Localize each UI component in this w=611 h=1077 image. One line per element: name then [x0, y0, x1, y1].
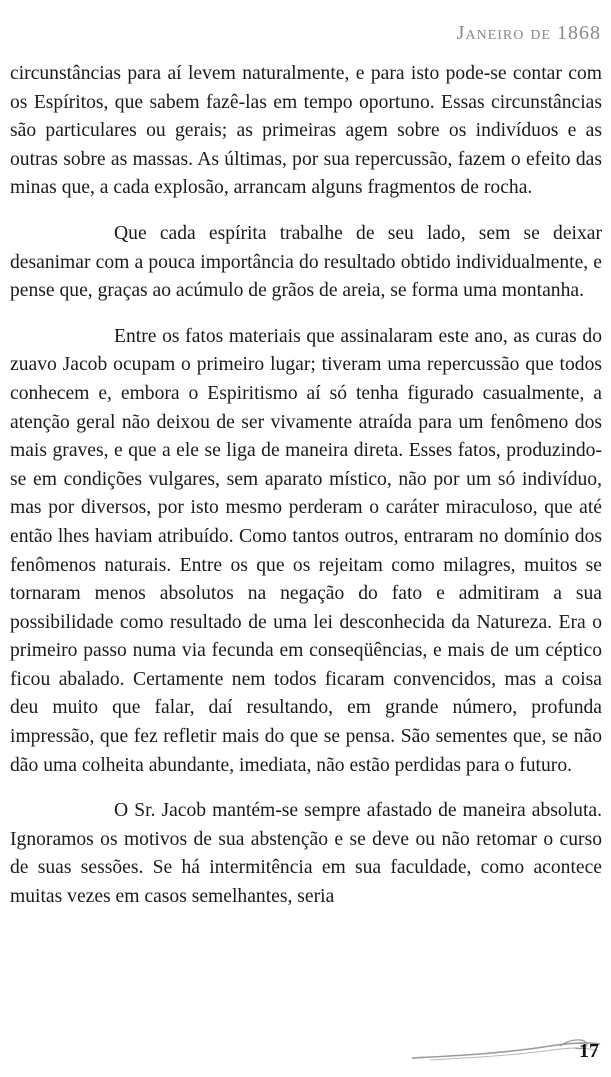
page-footer — [0, 1030, 611, 1077]
running-header: Janeiro de 1868 — [456, 22, 601, 44]
page-number: 17 — [579, 1040, 599, 1062]
paragraph-4: O Sr. Jacob mantém-se sempre afastado de maneira absoluta. Ignoramos os motivos de sua abstenção e se deve ou não retomar o curso de suas sessões. Se há intermitência em sua faculdade, como acontece muitas vezes em casos semelhantes, seria — [10, 800, 602, 908]
paragraph-3: Entre os fatos materiais que assinalaram este ano, as curas do zuavo Jacob ocupam o primeiro lugar; tiveram uma repercussão que todos conhecem e, embora o Espiritismo aí só tenha figurado casualmente, a atenção geral não deixou de ser vivamente atraída para um fenômeno dos mais graves, e que a ele se liga de maneira direta. Esses fatos, produzindo-se em condições vulgares, sem aparato místico, não por um só indivíduo, mas por diversos, por isto mesmo perderam o caráter miraculoso, que até então lhes haviam atribuído. Como tantos outros, entraram no domínio dos fenômenos naturais. Entre os que os rejeitam como milagres, muitos se tornaram menos absolutos na negação do fato e admitiram a sua possibilidade como resultado de uma lei desconhecida da Natureza. Era o primeiro passo numa via fecunda em conseqüências, e mais de um céptico ficou abalado. Certamente nem todos ficaram convencidos, mas a coisa deu muito que falar, daí resultando, em grande número, profunda impressão, que fez refletir mais do que se pensa. São sementes que, se não dão uma colheita abundante, imediata, não estão perdidas para o futuro. — [10, 325, 602, 776]
paragraph-1: circunstâncias para aí levem naturalmente, e para isto pode-se contar com os Espíritos, que sabem fazê-las em tempo oportuno. Essas circunstâncias são particulares ou gerais; as primeiras agem sobre os indivíduos e as outras sobre as massas. As últimas, por sua repercussão, fazem o efeito das minas que, a cada explosão, arrancam alguns fragmentos de rocha. — [10, 63, 602, 199]
page-body — [10, 60, 602, 929]
paragraph-2: Que cada espírita trabalhe de seu lado, sem se deixar desanimar com a pouca importância do resultado obtido individualmente, e pense que, graças ao acúmulo de grãos de areia, se forma uma montanha. — [10, 222, 602, 302]
